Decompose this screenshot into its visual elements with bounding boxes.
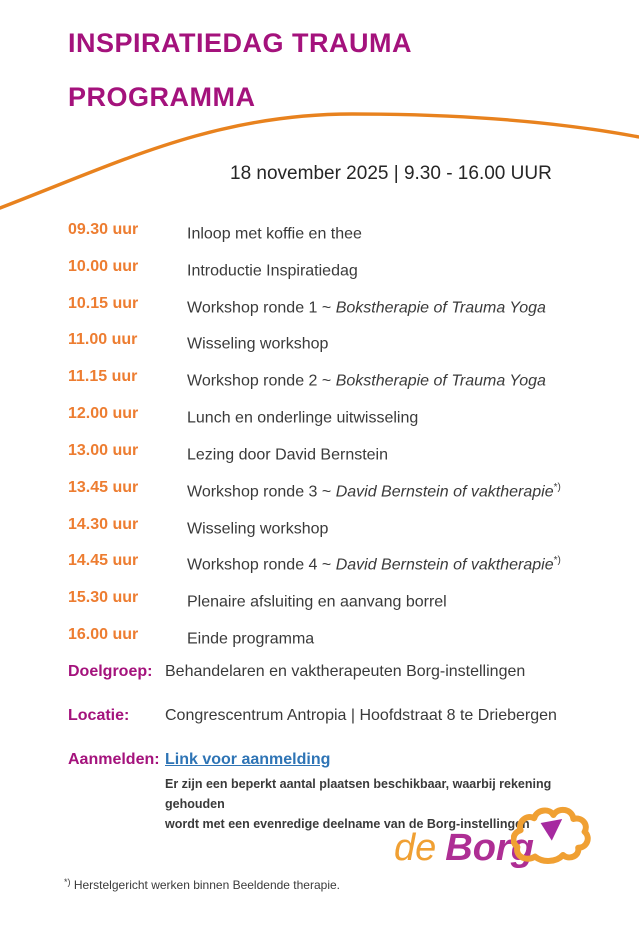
logo-word-de: de [394, 827, 437, 869]
schedule-description [187, 551, 561, 576]
schedule-description [187, 330, 328, 355]
schedule-time: 14.45 uur [68, 552, 139, 570]
schedule-time: 13.00 uur [68, 441, 139, 459]
schedule-description-text: Workshop ronde 4 ~ [187, 556, 336, 574]
aanmelden-note-line-1: Er zijn een beperkt aantal plaatsen beschikbaar, waarbij rekening gehouden [165, 777, 552, 811]
schedule-description-text: Workshop ronde 3 ~ [187, 483, 336, 501]
schedule-description [187, 257, 358, 282]
schedule-description-text: Wisseling workshop [187, 335, 329, 353]
schedule-row [68, 404, 608, 429]
schedule-time: 09.30 uur [68, 221, 139, 238]
logo-word-borg: Borg [445, 827, 534, 869]
page-title [68, 30, 412, 111]
schedule-time: 11.15 uur [68, 368, 138, 386]
schedule-description-text: Workshop ronde 2 ~ [187, 372, 336, 390]
locatie-label: Locatie: [68, 707, 130, 724]
schedule-row [68, 220, 608, 245]
locatie-value: Congrescentrum Antropia | Hoofdstraat 8 te Driebergen [165, 707, 557, 724]
page-footnote-text: Herstelgericht werken binnen Beeldende therapie. [70, 878, 341, 892]
aanmelden-note-line-2: wordt met een evenredige deelname van de Borg-instellingen [165, 817, 530, 831]
schedule-row [68, 478, 608, 503]
schedule-description-text: Inloop met koffie en thee [187, 225, 362, 243]
doelgroep-value: Behandelaren en vaktherapeuten Borg-instellingen [165, 663, 526, 680]
schedule-description [187, 294, 546, 319]
schedule-row [68, 330, 608, 355]
schedule-description-text: Einde programma [187, 630, 315, 648]
schedule-description [187, 625, 314, 650]
doelgroep-row [68, 661, 613, 683]
schedule-description [187, 441, 388, 466]
schedule-description-text: Lunch en onderlinge uitwisseling [187, 409, 419, 427]
schedule-description-text: Plenaire afsluiting en aanvang borrel [187, 593, 447, 611]
schedule-row [68, 367, 608, 392]
schedule-row [68, 551, 608, 576]
schedule-time: 10.15 uur [68, 294, 139, 312]
schedule-description [187, 220, 362, 245]
schedule-time: 13.45 uur [68, 478, 139, 496]
aanmelden-link[interactable]: Link voor aanmelding [165, 751, 331, 768]
schedule-time: 10.00 uur [68, 257, 139, 275]
footnote-marker: *) [553, 481, 561, 493]
schedule-list [68, 220, 608, 662]
title-line-1: INSPIRATIEDAG TRAUMA [68, 28, 412, 58]
schedule-time: 11.00 uur [68, 331, 138, 349]
schedule-row [68, 441, 608, 466]
schedule-row [68, 588, 608, 613]
doelgroep-label: Doelgroep: [68, 663, 153, 680]
borg-flower-icon [511, 801, 591, 869]
schedule-description-italic: Bokstherapie of Trauma Yoga [335, 372, 546, 390]
schedule-description-text: Introductie Inspiratiedag [187, 262, 358, 280]
schedule-time: 16.00 uur [68, 626, 139, 644]
schedule-description [187, 367, 546, 392]
schedule-description-italic: David Bernstein of vaktherapie [335, 483, 554, 501]
schedule-description-italic: David Bernstein of vaktherapie [335, 556, 554, 574]
schedule-description-text: Workshop ronde 1 ~ [187, 298, 336, 316]
page-footnote-marker: *) [64, 877, 71, 887]
schedule-description [187, 404, 418, 429]
schedule-description [187, 478, 561, 503]
locatie-row [68, 705, 613, 727]
page-footnote [64, 877, 340, 892]
schedule-description-text: Lezing door David Bernstein [187, 446, 389, 464]
schedule-row [68, 625, 608, 650]
schedule-row [68, 294, 608, 319]
footnote-marker: *) [553, 555, 561, 567]
title-line-2: PROGRAMMA [68, 82, 256, 112]
schedule-time: 12.00 uur [68, 405, 139, 423]
schedule-row [68, 515, 608, 540]
schedule-description [187, 588, 447, 613]
schedule-description-text: Wisseling workshop [187, 519, 329, 537]
schedule-row [68, 257, 608, 282]
schedule-description-italic: Bokstherapie of Trauma Yoga [335, 298, 546, 316]
schedule-time: 14.30 uur [68, 515, 139, 533]
event-date: 18 november 2025 | 9.30 - 16.00 UUR [230, 163, 552, 184]
aanmelden-label: Aanmelden: [68, 751, 160, 768]
schedule-time: 15.30 uur [68, 589, 139, 607]
schedule-description [187, 515, 328, 540]
